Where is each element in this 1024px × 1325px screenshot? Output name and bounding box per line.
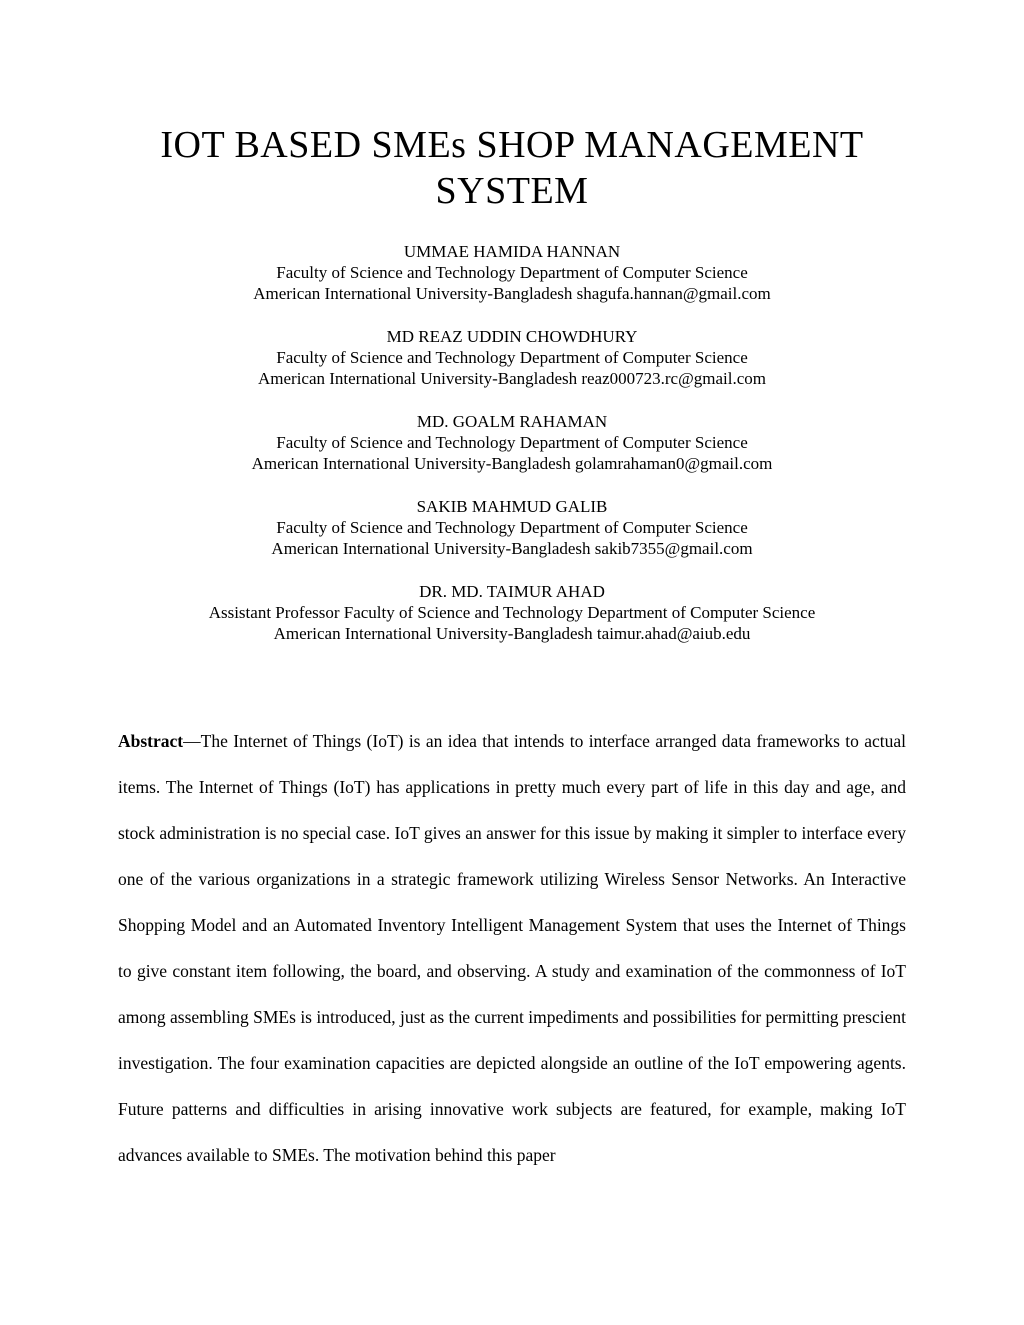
author-institution-email: American International University-Bangladesh golamrahaman0@gmail.com [251, 453, 773, 473]
abstract-label: Abstract [118, 730, 184, 751]
author-institution-email: American International University-Bangladesh taimur.ahad@aiub.edu [273, 623, 751, 643]
author-name: UMMAE HAMIDA HANNAN [403, 241, 621, 261]
abstract-text: —The Internet of Things (IoT) is an idea that intends to interface arranged data frameworks to actual items. The Internet of Things (IoT) has applications in pretty much every part of life in this day and age, and stock administration is no special case. IoT gives an answer for this issue by making it simpler to interface every one of the various organizations in a strategic framework utilizing Wireless Sensor Networks. An Interactive Shopping Model and an Automated Inventory Intelligent Management System that uses the Internet of Things to give constant item following, the board, and observing. A study and examination of the commonness of IoT among assembling SMEs is introduced, just as the current impediments and possibilities for permitting prescient investigation. The four examination capacities are depicted alongside an outline of the IoT empowering agents. Future patterns and difficulties in arising innovative work subjects are featured, for example, making IoT advances available to SMEs. The motivation behind this paper [118, 730, 906, 1165]
author-name: DR. MD. TAIMUR AHAD [419, 581, 605, 601]
authors-section [118, 241, 906, 644]
author-institution-email: American International University-Bangladesh shagufa.hannan@gmail.com [253, 283, 771, 303]
abstract-paragraph [118, 718, 906, 1178]
author-name: SAKIB MAHMUD GALIB [416, 496, 608, 516]
paper-title: IOT BASED SMEs SHOP MANAGEMENT SYSTEM [160, 124, 864, 213]
author-block [118, 241, 906, 304]
author-name: MD REAZ UDDIN CHOWDHURY [386, 326, 638, 346]
author-block [118, 581, 906, 644]
author-affiliation: Faculty of Science and Technology Department of Computer Science [276, 262, 748, 282]
author-affiliation: Faculty of Science and Technology Department of Computer Science [276, 432, 748, 452]
author-block [118, 326, 906, 389]
author-block [118, 496, 906, 559]
author-institution-email: American International University-Bangladesh reaz000723.rc@gmail.com [257, 368, 766, 388]
author-affiliation: Faculty of Science and Technology Department of Computer Science [276, 517, 748, 537]
author-affiliation: Faculty of Science and Technology Department of Computer Science [276, 347, 748, 367]
author-block [118, 411, 906, 474]
author-institution-email: American International University-Bangladesh sakib7355@gmail.com [271, 538, 753, 558]
author-affiliation: Assistant Professor Faculty of Science and Technology Department of Computer Science [208, 602, 816, 622]
author-name: MD. GOALM RAHAMAN [416, 411, 608, 431]
